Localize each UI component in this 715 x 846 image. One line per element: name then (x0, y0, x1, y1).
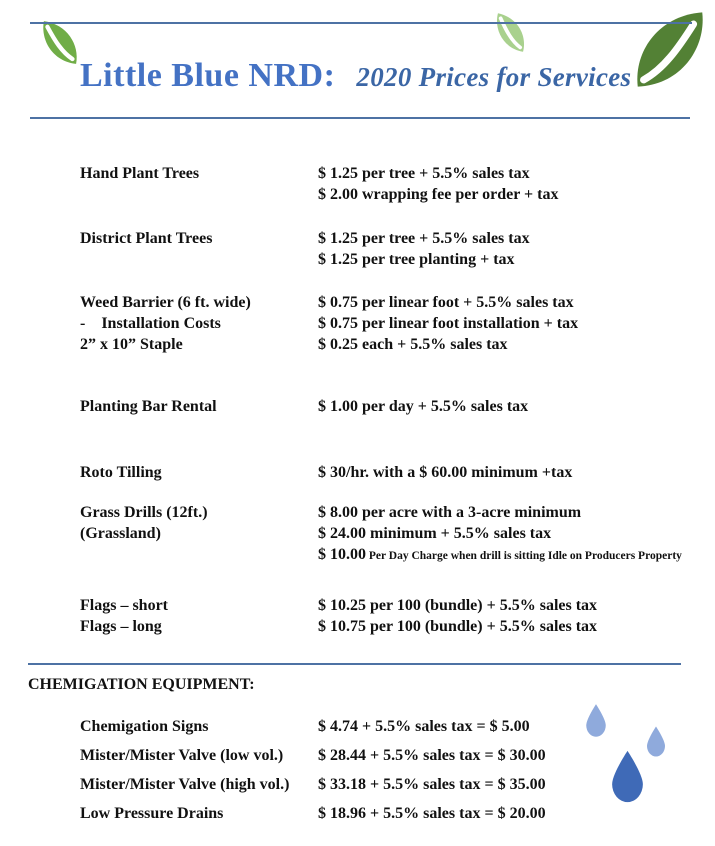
price-row (80, 313, 715, 334)
service-label (80, 544, 318, 567)
price-row (80, 716, 715, 737)
service-label: Mister/Mister Valve (high vol.) (80, 776, 290, 793)
water-drop-icon (607, 747, 648, 806)
service-label: Hand Plant Trees (80, 165, 200, 182)
service-section (80, 292, 715, 355)
chemigation-heading: CHEMIGATION EQUIPMENT: (28, 676, 255, 693)
service-price: $ 0.25 each + 5.5% sales tax (318, 336, 508, 353)
price-row (80, 228, 715, 249)
water-drop-icon (583, 701, 609, 740)
service-price: $ 1.00 per day + 5.5% sales tax (318, 398, 529, 415)
service-label: Grass Drills (12ft.) (80, 504, 208, 521)
service-price: $ 10.00 Per Day Charge when drill is sitting Idle on Producers Property (318, 546, 682, 563)
header-rule-bottom (30, 117, 690, 119)
price-row (80, 803, 715, 824)
service-label: Planting Bar Rental (80, 398, 217, 415)
price-row (80, 249, 715, 270)
service-price: $ 1.25 per tree + 5.5% sales tax (318, 230, 530, 247)
service-label: Flags – short (80, 597, 168, 614)
price-row (80, 334, 715, 355)
page-subtitle: 2020 Prices for Services (356, 62, 632, 92)
service-label: - Installation Costs (80, 315, 221, 332)
service-price: $ 24.00 minimum + 5.5% sales tax (318, 525, 552, 542)
service-section (80, 228, 715, 270)
price-row (80, 502, 715, 523)
service-price: $ 18.96 + 5.5% sales tax = $ 20.00 (318, 805, 546, 822)
service-price: $ 0.75 per linear foot installation + tax (318, 315, 579, 332)
service-price: $ 4.74 + 5.5% sales tax = $ 5.00 (318, 718, 530, 735)
service-label: Roto Tilling (80, 464, 162, 481)
document-header (80, 57, 631, 95)
leaf-icon (482, 9, 540, 56)
service-price: $ 33.18 + 5.5% sales tax = $ 35.00 (318, 776, 546, 793)
service-section (80, 163, 715, 205)
service-label (80, 249, 318, 270)
service-label: Low Pressure Drains (80, 805, 224, 822)
service-price: $ 28.44 + 5.5% sales tax = $ 30.00 (318, 747, 546, 764)
service-label: 2” x 10” Staple (80, 336, 183, 353)
service-price: $ 1.25 per tree planting + tax (318, 251, 515, 268)
service-price: $ 2.00 wrapping fee per order + tax (318, 186, 559, 203)
service-price: $ 10.75 per 100 (bundle) + 5.5% sales tax (318, 618, 598, 635)
service-section (80, 502, 715, 567)
service-price: $ 10.25 per 100 (bundle) + 5.5% sales tax (318, 597, 598, 614)
service-label: District Plant Trees (80, 230, 213, 247)
service-label: Mister/Mister Valve (low vol.) (80, 747, 284, 764)
service-section (80, 396, 715, 417)
service-section (80, 595, 715, 637)
page-title: Little Blue NRD: (80, 57, 336, 94)
leaf-icon (624, 7, 715, 92)
header-rule-top (30, 22, 692, 24)
service-label: Chemigation Signs (80, 718, 209, 735)
service-price-note: Per Day Charge when drill is sitting Idle on Producers Property (366, 550, 682, 562)
service-label: Flags – long (80, 618, 162, 635)
price-row (80, 616, 715, 637)
price-row (80, 595, 715, 616)
service-price: $ 30/hr. with a $ 60.00 minimum +tax (318, 464, 573, 481)
section-divider-rule (28, 663, 681, 665)
price-row (80, 292, 715, 313)
price-row (80, 462, 715, 483)
services-price-list (0, 163, 715, 637)
price-row (80, 523, 715, 544)
service-price: $ 8.00 per acre with a 3-acre minimum (318, 504, 582, 521)
service-price: $ 1.25 per tree + 5.5% sales tax (318, 165, 530, 182)
service-label: Weed Barrier (6 ft. wide) (80, 294, 251, 311)
price-row (80, 396, 715, 417)
price-row (80, 544, 715, 567)
service-label (80, 184, 318, 205)
service-price: $ 0.75 per linear foot + 5.5% sales tax (318, 294, 574, 311)
service-section (80, 462, 715, 483)
price-row (80, 163, 715, 184)
price-row (80, 184, 715, 205)
service-label: (Grassland) (80, 525, 161, 542)
